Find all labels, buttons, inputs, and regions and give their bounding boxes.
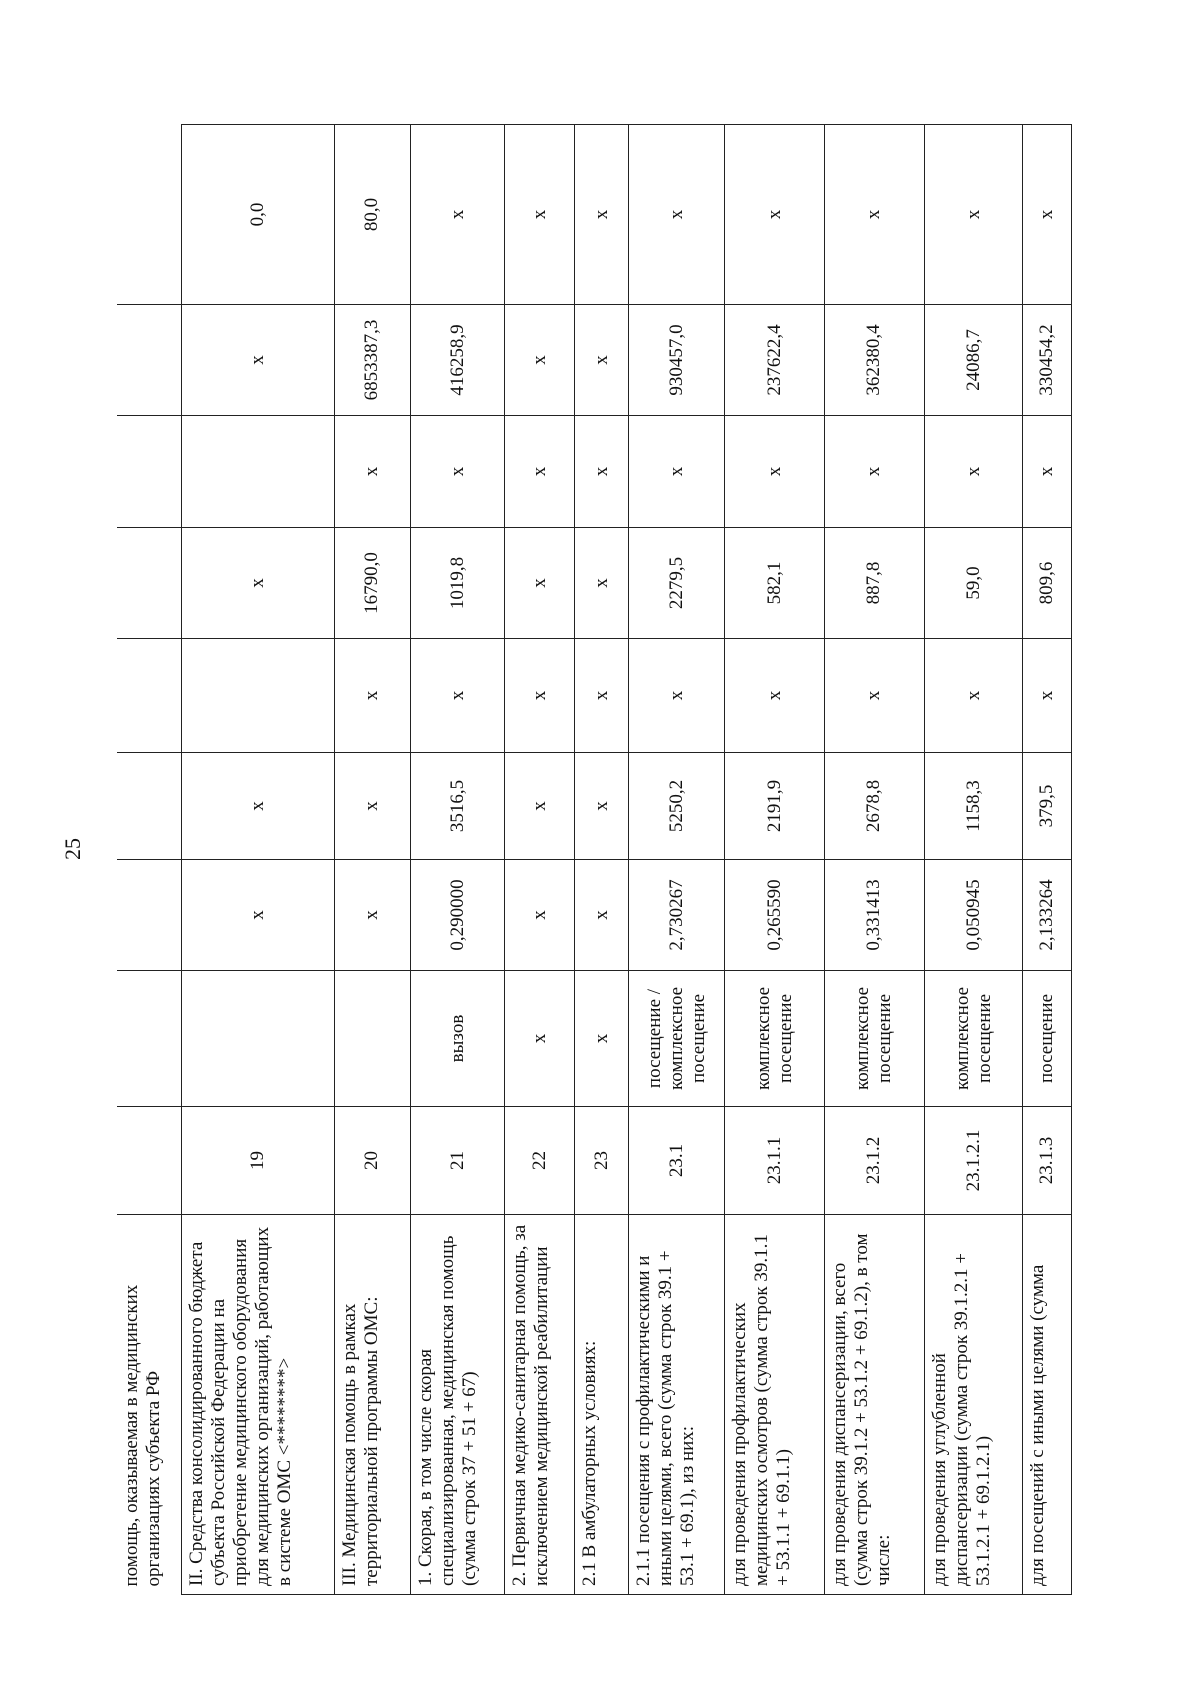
cell-cost-oms: 237622,4: [725, 305, 824, 416]
cell-line-number: 19: [182, 1107, 334, 1215]
financing-table: [117, 124, 1072, 1595]
cell-cost-budget: х: [1023, 416, 1072, 528]
table-row: [334, 125, 411, 1595]
cell-cost-per-unit: х: [182, 753, 334, 860]
cell-unit: х: [505, 971, 575, 1107]
cell-unit: комплексное посещение: [824, 971, 924, 1107]
cell-per-capita-budget: х: [824, 639, 924, 753]
cell-cost-per-unit: 3516,5: [411, 753, 505, 860]
cell-unit: посещение / комплексное посещение: [629, 971, 725, 1107]
cell-unit: вызов: [411, 971, 505, 1107]
cell-cost-oms: 6853387,3: [334, 305, 411, 416]
cell-line-number: 22: [505, 1107, 575, 1215]
cell-unit: посещение: [1023, 971, 1072, 1107]
cell-cost-oms: 330454,2: [1023, 305, 1072, 416]
cell-cost-per-unit: 1158,3: [925, 753, 1023, 860]
cell-cost-oms: 362380,4: [824, 305, 924, 416]
cell-unit: [334, 971, 411, 1107]
rotated-table-container: [117, 125, 1072, 1595]
cell-percent: 80,0: [334, 125, 411, 305]
cell-cost-oms: 416258,9: [411, 305, 505, 416]
cell-per-capita-budget: [182, 639, 334, 753]
cell-per-capita-oms: 2279,5: [629, 528, 725, 639]
cell-per-capita-oms: 1019,8: [411, 528, 505, 639]
cell-per-capita-budget: х: [575, 639, 629, 753]
cell-unit: [117, 971, 182, 1107]
cell-line-number: 21: [411, 1107, 505, 1215]
cell-line-number: 23.1.3: [1023, 1107, 1072, 1215]
cell-cost-budget: х: [925, 416, 1023, 528]
cell-per-capita-oms: х: [182, 528, 334, 639]
table-row: [575, 125, 629, 1595]
cell-volume: х: [334, 860, 411, 971]
cell-percent: х: [925, 125, 1023, 305]
cell-line-number: 23: [575, 1107, 629, 1215]
cell-percent: 0,0: [182, 125, 334, 305]
table-row: [925, 125, 1023, 1595]
cell-cost-per-unit: 5250,2: [629, 753, 725, 860]
cell-percent: х: [575, 125, 629, 305]
cell-per-capita-oms: 16790,0: [334, 528, 411, 639]
cell-per-capita-budget: х: [505, 639, 575, 753]
table-row: [629, 125, 725, 1595]
cell-volume: х: [505, 860, 575, 971]
cell-cost-oms: 24086,7: [925, 305, 1023, 416]
row-label: 2.1.1 посещения с профилактическими и иными целями, всего (сумма строк 39.1 + 53.1 + 69.1), из них:: [629, 1215, 725, 1595]
row-label: 2. Первичная медико-санитарная помощь, за исключением медицинской реабилитации: [505, 1215, 575, 1595]
cell-cost-per-unit: 2678,8: [824, 753, 924, 860]
cell-unit: комплексное посещение: [725, 971, 824, 1107]
cell-cost-oms: х: [505, 305, 575, 416]
cell-unit: комплексное посещение: [925, 971, 1023, 1107]
row-label: для посещений с иными целями (сумма: [1023, 1215, 1072, 1595]
row-label: для проведения диспансеризации, всего (сумма строк 39.1.2 + 53.1.2 + 69.1.2), в том числе:: [824, 1215, 924, 1595]
cell-unit: [182, 971, 334, 1107]
cell-percent: [117, 125, 182, 305]
cell-per-capita-oms: х: [575, 528, 629, 639]
cell-per-capita-budget: х: [629, 639, 725, 753]
row-label: для проведения профилактических медицинских осмотров (сумма строк 39.1.1 + 53.1.1 + 69.1.1): [725, 1215, 824, 1595]
row-label: 2.1 В амбулаторных условиях:: [575, 1215, 629, 1595]
cell-volume: х: [182, 860, 334, 971]
cell-line-number: 23.1: [629, 1107, 725, 1215]
cell-volume: х: [575, 860, 629, 971]
cell-per-capita-oms: 887,8: [824, 528, 924, 639]
cell-cost-budget: х: [725, 416, 824, 528]
cell-volume: 0,290000: [411, 860, 505, 971]
cell-cost-budget: [117, 416, 182, 528]
table-body: [117, 125, 1072, 1595]
cell-volume: 2,730267: [629, 860, 725, 971]
cell-cost-budget: х: [334, 416, 411, 528]
row-label: 1. Скорая, в том числе скорая специализированная, медицинская помощь (сумма строк 37 + 51 + 67): [411, 1215, 505, 1595]
cell-per-capita-oms: 809,6: [1023, 528, 1072, 639]
table-row: [182, 125, 334, 1595]
row-label: III. Медицинская помощь в рамках территориальной программы ОМС:: [334, 1215, 411, 1595]
cell-cost-oms: х: [182, 305, 334, 416]
cell-cost-per-unit: 2191,9: [725, 753, 824, 860]
cell-cost-per-unit: 379,5: [1023, 753, 1072, 860]
cell-per-capita-oms: [117, 528, 182, 639]
cell-line-number: 23.1.2.1: [925, 1107, 1023, 1215]
cell-percent: х: [824, 125, 924, 305]
cell-line-number: 23.1.1: [725, 1107, 824, 1215]
table-row: [1023, 125, 1072, 1595]
table-row: [725, 125, 824, 1595]
table-row: [505, 125, 575, 1595]
row-label: II. Средства консолидированного бюджета субъекта Российской Федерации на приобретение медицинского оборудования для медицинских организаций, работающих в системе ОМС <********>: [182, 1215, 334, 1595]
cell-cost-per-unit: [117, 753, 182, 860]
cell-cost-per-unit: х: [575, 753, 629, 860]
cell-cost-budget: х: [411, 416, 505, 528]
row-label: для проведения углубленной диспансеризации (сумма строк 39.1.2.1 + 53.1.2.1 + 69.1.2.1): [925, 1215, 1023, 1595]
cell-percent: х: [411, 125, 505, 305]
cell-cost-budget: х: [505, 416, 575, 528]
table-row: [117, 125, 182, 1595]
cell-percent: х: [725, 125, 824, 305]
cell-per-capita-oms: х: [505, 528, 575, 639]
cell-cost-per-unit: х: [505, 753, 575, 860]
cell-cost-per-unit: х: [334, 753, 411, 860]
cell-cost-budget: х: [824, 416, 924, 528]
cell-line-number: 23.1.2: [824, 1107, 924, 1215]
cell-percent: х: [505, 125, 575, 305]
cell-per-capita-budget: [117, 639, 182, 753]
cell-per-capita-budget: х: [725, 639, 824, 753]
cell-volume: 0,265590: [725, 860, 824, 971]
cell-percent: х: [629, 125, 725, 305]
cell-per-capita-oms: 59,0: [925, 528, 1023, 639]
cell-cost-budget: х: [575, 416, 629, 528]
cell-per-capita-budget: х: [411, 639, 505, 753]
cell-cost-oms: х: [575, 305, 629, 416]
table-row: [824, 125, 924, 1595]
cell-percent: х: [1023, 125, 1072, 305]
cell-line-number: 20: [334, 1107, 411, 1215]
cell-volume: 0,331413: [824, 860, 924, 971]
cell-volume: 0,050945: [925, 860, 1023, 971]
cell-cost-budget: х: [629, 416, 725, 528]
cell-unit: х: [575, 971, 629, 1107]
cell-volume: [117, 860, 182, 971]
cell-cost-budget: [182, 416, 334, 528]
cell-per-capita-budget: х: [334, 639, 411, 753]
row-label: помощь, оказываемая в медицинских организациях субъекта РФ: [117, 1215, 182, 1595]
cell-cost-oms: [117, 305, 182, 416]
cell-per-capita-budget: х: [925, 639, 1023, 753]
cell-volume: 2,133264: [1023, 860, 1072, 971]
cell-per-capita-budget: х: [1023, 639, 1072, 753]
cell-per-capita-oms: 582,1: [725, 528, 824, 639]
page-number: 25: [60, 838, 85, 860]
cell-cost-oms: 930457,0: [629, 305, 725, 416]
cell-line-number: [117, 1107, 182, 1215]
table-row: [411, 125, 505, 1595]
